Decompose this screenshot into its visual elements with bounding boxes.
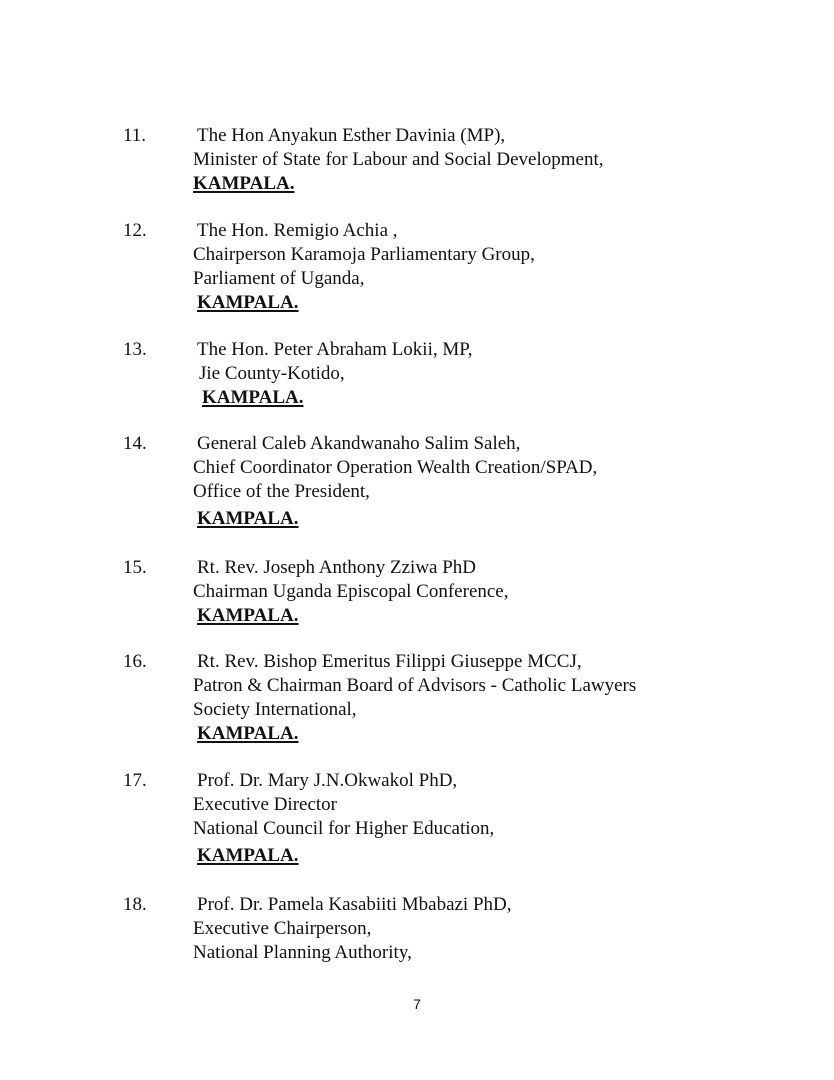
entry-number: 18. [123, 894, 147, 915]
addressee-organization: Parliament of Uganda, [193, 268, 365, 289]
addressee-name: Prof. Dr. Pamela Kasabiiti Mbabazi PhD, [197, 894, 512, 915]
addressee-title: Chairman Uganda Episcopal Conference, [193, 581, 509, 602]
addressee-organization: Office of the President, [193, 481, 370, 502]
entry-number: 17. [123, 770, 147, 791]
addressee-name: Rt. Rev. Bishop Emeritus Filippi Giuseppe MCCJ, [197, 651, 582, 672]
addressee-city: KAMPALA. [197, 292, 299, 313]
addressee-city: KAMPALA. [197, 723, 299, 744]
addressee-title: Chief Coordinator Operation Wealth Creation/SPAD, [193, 457, 598, 478]
addressee-city: KAMPALA. [197, 508, 299, 529]
addressee-name: General Caleb Akandwanaho Salim Saleh, [197, 433, 521, 454]
addressee-name: Rt. Rev. Joseph Anthony Zziwa PhD [197, 557, 477, 578]
addressee-organization: Society International, [193, 699, 357, 720]
addressee-constituency: Jie County-Kotido, [199, 363, 345, 384]
page-number: 7 [413, 996, 421, 1012]
addressee-organization: National Council for Higher Education, [193, 818, 495, 839]
entry-number: 13. [123, 339, 147, 360]
entry-number: 15. [123, 557, 147, 578]
entry-number: 16. [123, 651, 147, 672]
addressee-city: KAMPALA. [202, 387, 304, 408]
addressee-title: Executive Chairperson, [193, 918, 372, 939]
addressee-title: Executive Director [193, 794, 338, 815]
addressee-name: Prof. Dr. Mary J.N.Okwakol PhD, [197, 770, 458, 791]
entry-number: 11. [123, 125, 147, 146]
addressee-title: Patron & Chairman Board of Advisors - Catholic Lawyers [193, 675, 637, 696]
addressee-name: The Hon. Peter Abraham Lokii, MP, [197, 339, 473, 360]
addressee-title: Minister of State for Labour and Social Development, [193, 149, 604, 170]
addressee-title: Chairperson Karamoja Parliamentary Group, [193, 244, 535, 265]
addressee-name: The Hon Anyakun Esther Davinia (MP), [197, 125, 506, 146]
entry-number: 14. [123, 433, 147, 454]
addressee-city: KAMPALA. [197, 845, 299, 866]
entry-number: 12. [123, 220, 147, 241]
addressee-organization: National Planning Authority, [193, 942, 412, 963]
addressee-city: KAMPALA. [193, 173, 295, 194]
addressee-name: The Hon. Remigio Achia , [197, 220, 398, 241]
addressee-city: KAMPALA. [197, 605, 299, 626]
